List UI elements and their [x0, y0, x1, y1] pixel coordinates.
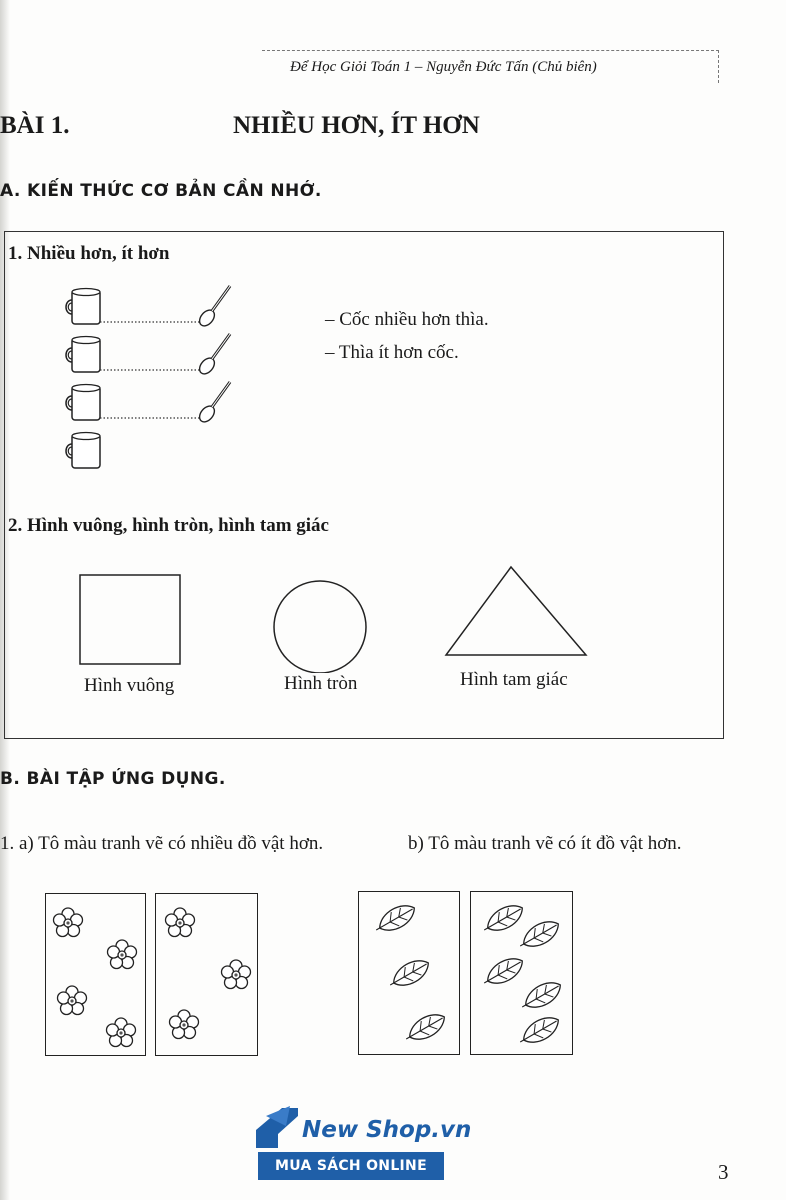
flower-icon	[108, 940, 137, 969]
picture-frame-3[interactable]	[358, 891, 460, 1055]
spoon-icon	[197, 286, 230, 329]
triangle-shape	[446, 567, 586, 655]
picture-frame-2[interactable]	[155, 893, 258, 1056]
flower-icon	[107, 1018, 136, 1047]
cups-spoons-illustration	[60, 282, 310, 472]
leaf-icon	[371, 900, 419, 939]
lesson-title: NHIỀU HƠN, ÍT HƠN	[233, 112, 480, 139]
part1-heading: 1. Nhiều hơn, ít hơn	[8, 243, 170, 264]
picture-frame-4[interactable]	[470, 891, 573, 1055]
flower-icon	[166, 908, 195, 937]
spoon-icon	[197, 382, 230, 425]
leaf-icon	[479, 900, 527, 939]
leaf-icon	[401, 1009, 449, 1048]
leaf-icon	[517, 977, 565, 1016]
lesson-number: BÀI 1.	[0, 112, 70, 139]
shapes-illustration	[78, 563, 590, 673]
square-shape	[80, 575, 180, 664]
exercise-1a-text: 1. a) Tô màu tranh vẽ có nhiều đồ vật hơn.	[0, 833, 324, 854]
flower-icon	[54, 908, 83, 937]
page-number: 3	[718, 1160, 729, 1184]
shop-tagline[interactable]: MUA SÁCH ONLINE	[258, 1152, 444, 1180]
flower-icon	[170, 1010, 199, 1039]
leaf-icon	[479, 953, 527, 992]
flower-icon	[222, 960, 251, 989]
cup-icon	[66, 385, 100, 421]
flower-icon	[58, 986, 87, 1015]
statement-more-cups: – Cốc nhiều hơn thìa.	[325, 309, 489, 330]
shop-arrow-icon	[252, 1104, 302, 1150]
cup-icon	[66, 337, 100, 373]
statement-fewer-spoons: – Thìa ít hơn cốc.	[325, 342, 459, 363]
section-a-heading: A. KIẾN THỨC CƠ BẢN CẦN NHỚ.	[0, 181, 322, 201]
shop-logo-text: New Shop.vn	[302, 1117, 472, 1143]
running-header: Để Học Giỏi Toán 1 – Nguyễn Đức Tấn (Chủ biên)	[290, 59, 597, 75]
circle-label: Hình tròn	[284, 673, 358, 694]
part2-heading: 2. Hình vuông, hình tròn, hình tam giác	[8, 515, 329, 536]
picture-frame-1[interactable]	[45, 893, 146, 1056]
square-label: Hình vuông	[84, 675, 175, 696]
leaf-icon	[515, 916, 563, 955]
cup-icon	[66, 289, 100, 325]
spoon-icon	[197, 334, 230, 377]
leaf-icon	[515, 1012, 563, 1051]
exercise-1b-text: b) Tô màu tranh vẽ có ít đồ vật hơn.	[408, 833, 682, 854]
section-b-heading: B. BÀI TẬP ỨNG DỤNG.	[0, 769, 226, 789]
circle-shape	[274, 581, 366, 673]
leaf-icon	[385, 955, 433, 994]
cup-icon	[66, 433, 100, 469]
triangle-label: Hình tam giác	[460, 669, 568, 690]
